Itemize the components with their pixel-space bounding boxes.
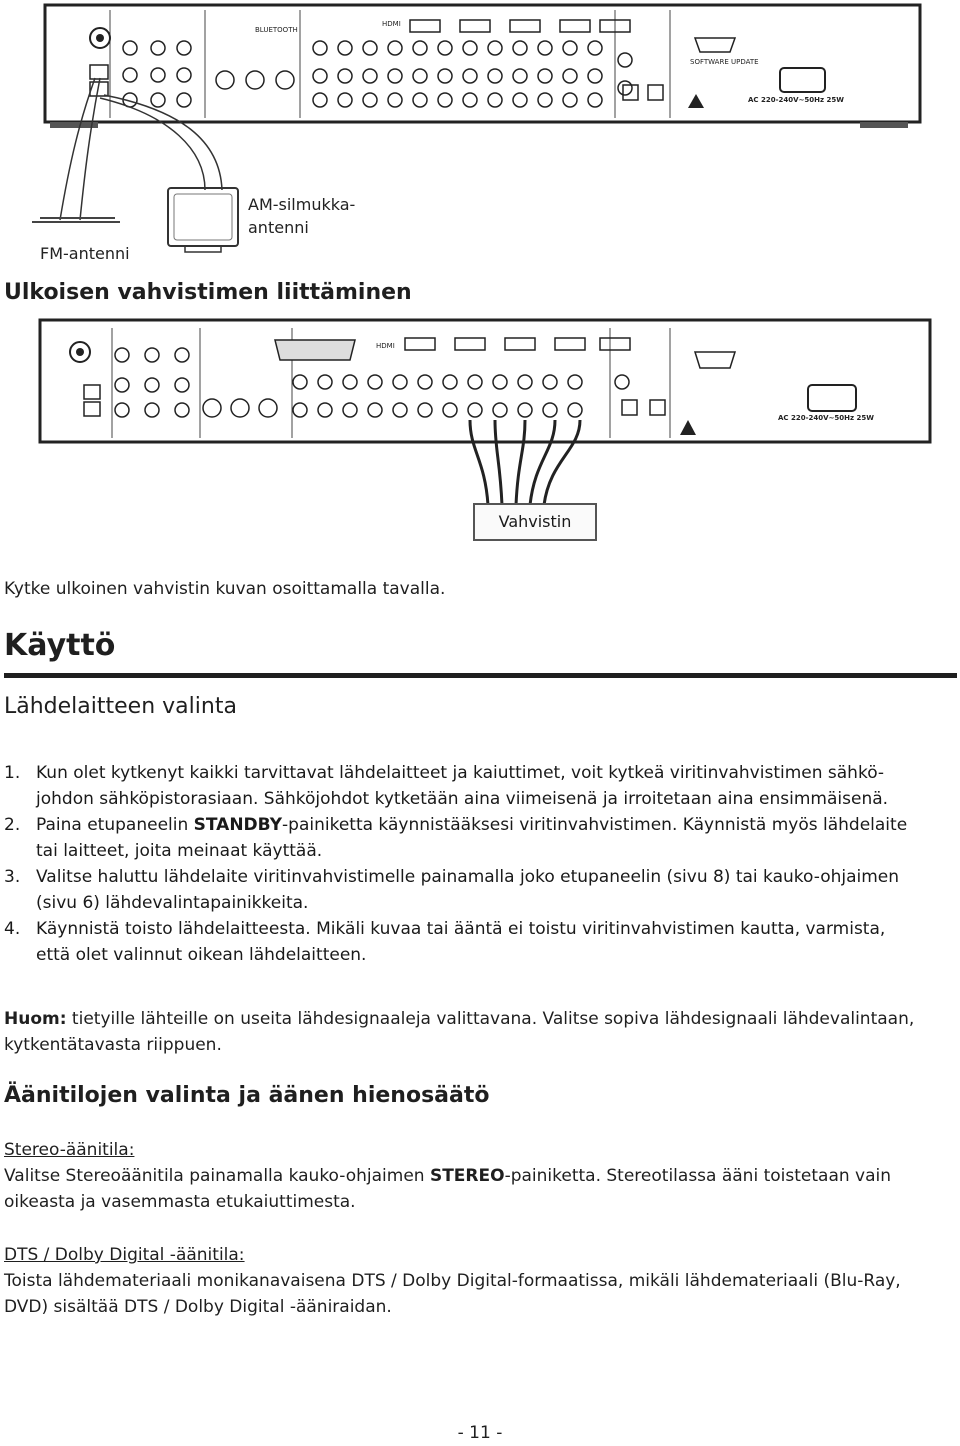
note-line1: tietyille lähteille on useita lähdesignaaleja valittavana. Valitse sopiva lähdesignaali lähdevalintaan, <box>66 1009 915 1029</box>
usage-rule <box>4 673 957 678</box>
step-2-pre: Paina etupaneelin <box>36 815 194 835</box>
standby-button-name: STANDBY <box>193 815 283 835</box>
step-3 <box>4 864 954 916</box>
step-4-line2: että olet valinnut oikean lähdelaitteen. <box>36 945 367 965</box>
ac-label: AC 220-240V~50Hz 25W <box>748 96 844 104</box>
stereo-button-name: STEREO <box>429 1166 505 1186</box>
dts-line2: DVD) sisältää DTS / Dolby Digital -ääniraidan. <box>4 1297 392 1317</box>
note-label: Huom: <box>4 1009 67 1029</box>
note-line2: kytkentätavasta riippuen. <box>4 1035 222 1055</box>
step-3-num: 3. <box>4 867 21 887</box>
step-4-num: 4. <box>4 919 21 939</box>
usage-heading: Käyttö <box>4 628 116 663</box>
bluetooth-label: BLUETOOTH <box>255 26 298 34</box>
step-1 <box>4 760 954 812</box>
step-4-line1: Käynnistä toisto lähdelaitteesta. Mikäli kuvaa tai ääntä ei toistu viritinvahvistimen kautta, varmista, <box>36 919 886 939</box>
software-update-label: SOFTWARE UPDATE <box>690 58 759 66</box>
step-2-line2: tai laitteet, joita meinaat käyttää. <box>36 841 323 861</box>
stereo-paragraph <box>4 1163 959 1215</box>
hdmi-label: HDMI <box>382 20 401 28</box>
step-2 <box>4 812 954 864</box>
stereo-line2: oikeasta ja vasemmasta etukaiuttimesta. <box>4 1192 356 1212</box>
note-paragraph <box>4 1006 959 1058</box>
page-number: - 11 - <box>457 1423 503 1443</box>
am-antenna-label-1: AM-silmukka- <box>248 195 356 214</box>
sound-modes-heading: Äänitilojen valinta ja äänen hienosäätö <box>4 1083 490 1108</box>
external-amp-caption: Kytke ulkoinen vahvistin kuvan osoittamalla tavalla. <box>4 579 446 599</box>
am-loop-antenna-icon <box>168 188 238 246</box>
step-3-line1: Valitse haluttu lähdelaite viritinvahvistimelle painamalla joko etupaneelin (sivu 8) tai kauko-ohjaimen <box>36 867 900 887</box>
step-4 <box>4 916 954 968</box>
hdmi-label-2: HDMI <box>376 342 395 350</box>
receiver-antenna-diagram <box>0 0 960 270</box>
step-2-post: -painiketta käynnistääksesi viritinvahvistimen. Käynnistä myös lähdelaite <box>282 815 908 835</box>
ac-label-2: AC 220-240V~50Hz 25W <box>778 414 874 422</box>
fm-antenna-icon <box>32 218 120 222</box>
step-1-line2: johdon sähköpistorasiaan. Sähköjohdot kytketään aina viimeisenä ja irroitetaan aina ensimmäisenä. <box>36 789 889 809</box>
am-antenna-label-2: antenni <box>248 218 309 237</box>
stereo-title: Stereo-äänitila: <box>4 1140 135 1160</box>
step-2-num: 2. <box>4 815 21 835</box>
amplifier-box: Vahvistin <box>473 503 597 541</box>
stereo-post: -painiketta. Stereotilassa ääni toistetaan vain <box>504 1166 892 1186</box>
step-1-line1: Kun olet kytkenyt kaikki tarvittavat lähdelaitteet ja kaiuttimet, voit kytkeä viritinvahvistimen sähkö- <box>36 763 885 783</box>
step-1-num: 1. <box>4 763 21 783</box>
stereo-pre: Valitse Stereoäänitila painamalla kauko-ohjaimen <box>4 1166 430 1186</box>
fm-antenna-label: FM-antenni <box>40 244 130 263</box>
dts-paragraph <box>4 1268 959 1320</box>
dts-title: DTS / Dolby Digital -äänitila: <box>4 1245 245 1265</box>
dts-line1: Toista lähdemateriaali monikanavaisena DTS / Dolby Digital-formaatissa, mikäli lähdemateriaali (Blu-Ray, <box>4 1271 901 1291</box>
external-amp-heading: Ulkoisen vahvistimen liittäminen <box>4 280 412 305</box>
source-select-subheading: Lähdelaitteen valinta <box>4 694 237 719</box>
step-3-line2: (sivu 6) lähdevalintapainikkeita. <box>36 893 309 913</box>
